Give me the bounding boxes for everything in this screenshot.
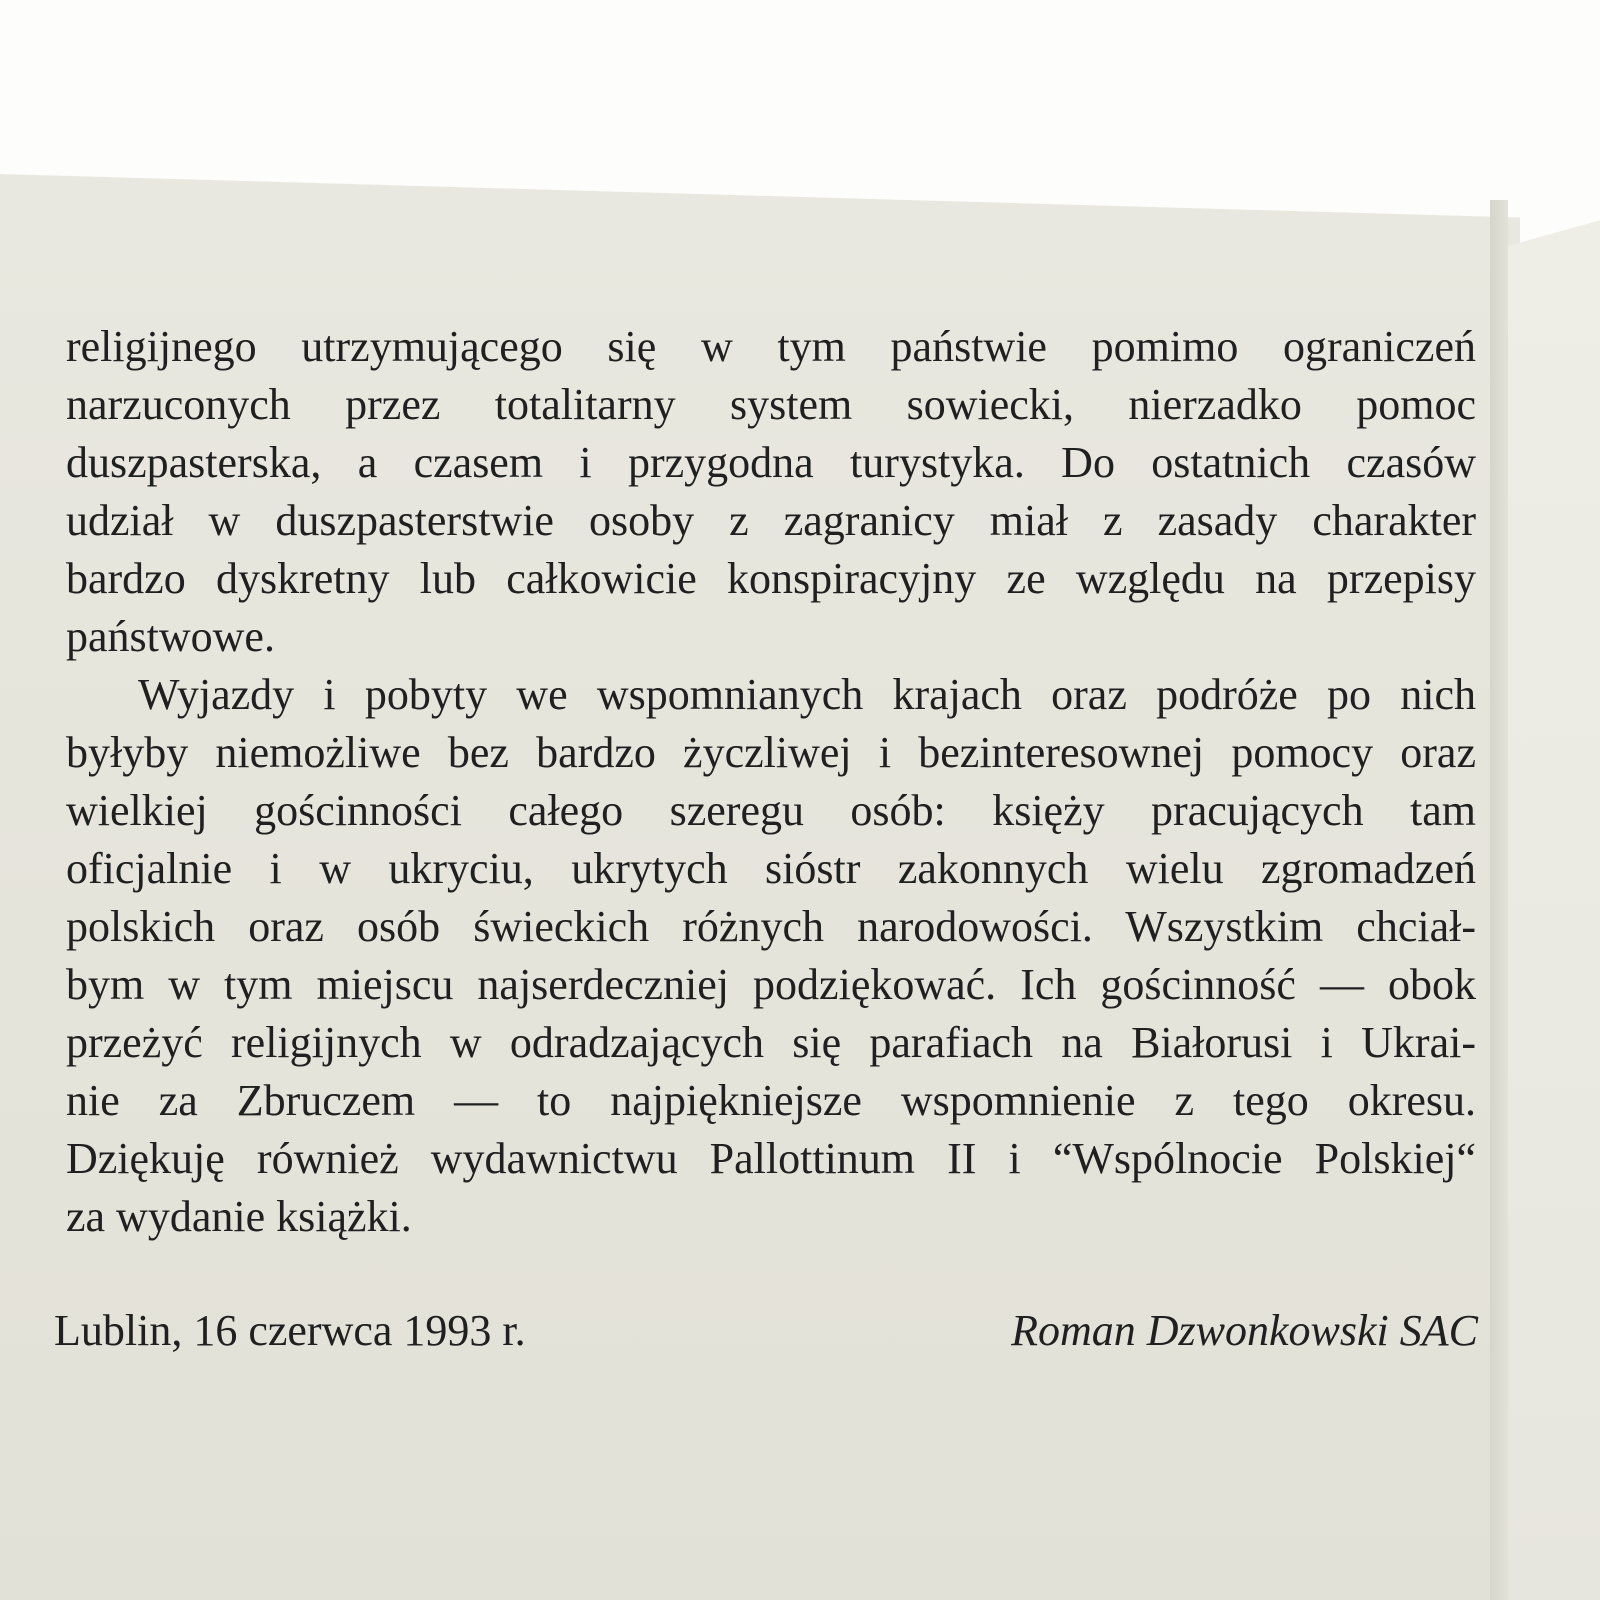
text-line: państwowe. <box>66 612 275 661</box>
text-line: za wydanie książki. <box>66 1192 412 1241</box>
text-line: duszpasterska, a czasem i przygodna turystyka. Do ostatnich czasów <box>66 438 1476 487</box>
text-line: religijnego utrzymującego się w tym państwie pomimo ograniczeń <box>66 322 1476 371</box>
signature-row <box>54 1305 1478 1356</box>
text-line: Wyjazdy i pobyty we wspomnianych krajach oraz podróże po nich <box>138 670 1476 719</box>
text-line: udział w duszpasterstwie osoby z zagranicy miał z zasady charakter <box>66 496 1476 545</box>
paragraph-2 <box>66 666 1476 1246</box>
text-line: Dziękuję również wydawnictwu Pallottinum II i “Wspólnocie Polskiej“ <box>66 1134 1476 1183</box>
author-signature: Roman Dzwonkowski SAC <box>1011 1306 1478 1355</box>
page-gutter-shadow <box>1490 200 1508 1600</box>
text-line: oficjalnie i w ukryciu, ukrytych sióstr zakonnych wielu zgromadzeń <box>66 844 1476 893</box>
text-line: bardzo dyskretny lub całkowicie konspiracyjny ze względu na przepisy <box>66 554 1476 603</box>
text-line: byłyby niemożliwe bez bardzo życzliwej i bezinteresownej pomocy oraz <box>66 728 1476 777</box>
text-line: bym w tym miejscu najserdeczniej podziękować. Ich gościnność — obok <box>66 960 1476 1009</box>
text-line: nie za Zbruczem — to najpiękniejsze wspomnienie z tego okresu. <box>66 1076 1476 1125</box>
text-line: przeżyć religijnych w odradzających się parafiach na Białorusi i Ukrai- <box>66 1018 1476 1067</box>
place-date: Lublin, 16 czerwca 1993 r. <box>54 1306 526 1355</box>
paragraph-1 <box>66 318 1476 666</box>
text-line: polskich oraz osób świeckich różnych narodowości. Wszystkim chciał- <box>66 902 1476 951</box>
text-line: wielkiej gościnności całego szeregu osób: księży pracujących tam <box>66 786 1476 835</box>
text-line: narzuconych przez totalitarny system sowiecki, nierzadko pomoc <box>66 380 1476 429</box>
body-text <box>66 318 1476 1246</box>
next-page-edge <box>1508 218 1600 1600</box>
